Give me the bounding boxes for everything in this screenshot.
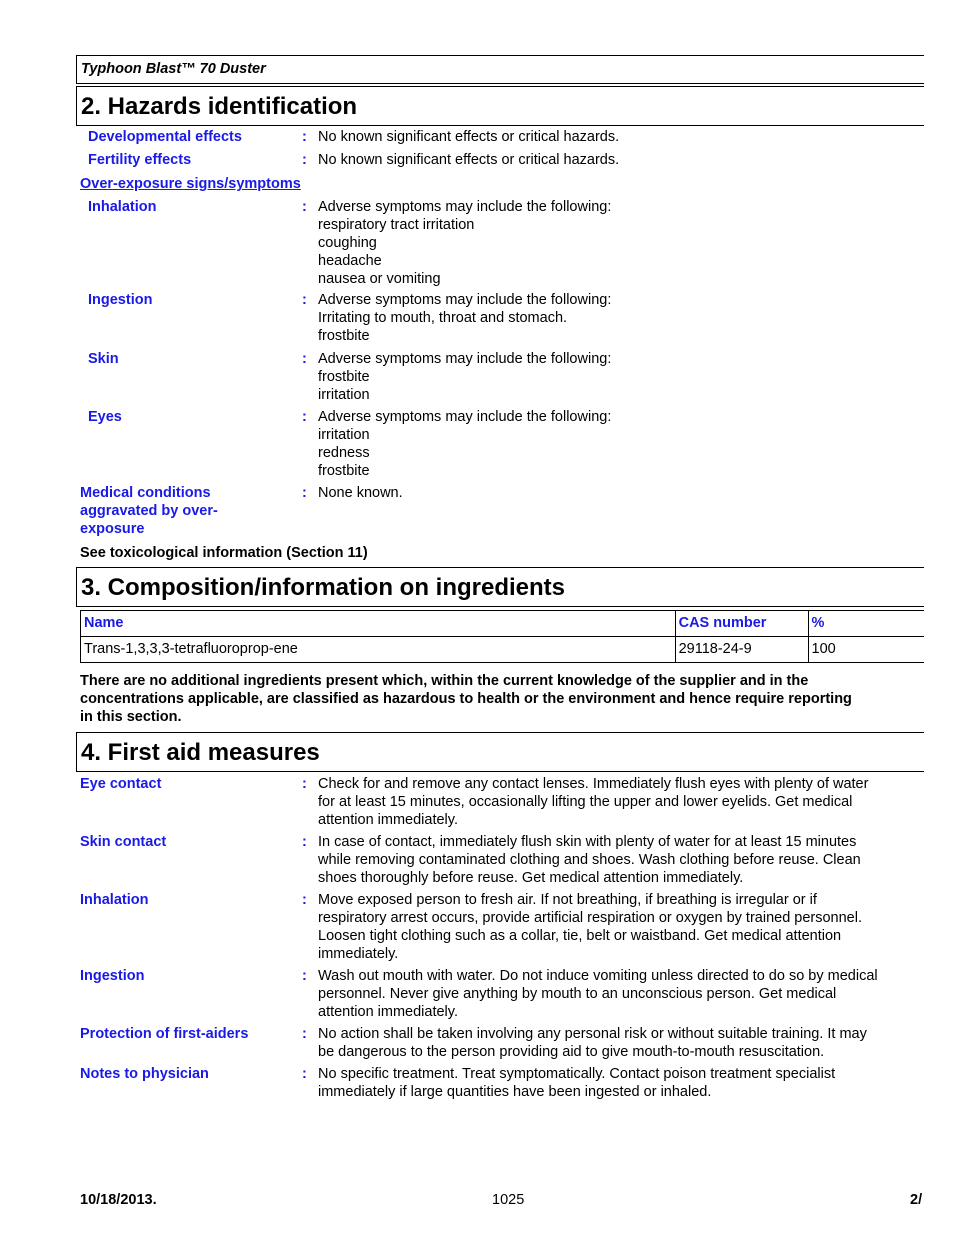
eye-contact-value: Check for and remove any contact lenses. Immediately flush eyes with plenty of water for at least 15 minutes, occasionally lifting the upper and lower eyelids. Get medical attention immediately. — [318, 776, 869, 828]
notes-to-physician-label: Notes to physician — [80, 1066, 209, 1082]
section-2-header — [76, 86, 924, 126]
colon: : — [302, 1066, 307, 1082]
ingredient-name: Trans-1,3,3,3-tetrafluoroprop-ene — [81, 637, 676, 663]
colon: : — [302, 351, 307, 367]
section-3-title: 3. Composition/information on ingredients — [81, 574, 565, 601]
skin-contact-label: Skin contact — [80, 834, 167, 850]
developmental-effects-label: Developmental effects — [88, 129, 242, 145]
product-name: Typhoon Blast™ 70 Duster — [81, 61, 266, 77]
notes-to-physician-value: No specific treatment. Treat symptomatically. Contact poison treatment specialist immediately if large quantities have been ingested or inhaled. — [318, 1066, 836, 1100]
colon: : — [302, 834, 307, 850]
skin-contact-value: In case of contact, immediately flush skin with plenty of water for at least 15 minutes while removing contaminated clothing and shoes. Wash clothing before reuse. Clean shoes thoroughly before reuse. Get medical attention immediately. — [318, 834, 861, 886]
ingredients-table — [80, 610, 924, 663]
protection-first-aiders-value: No action shall be taken involving any personal risk or without suitable training. It may be dangerous to the person providing aid to give mouth-to-mouth resuscitation. — [318, 1026, 867, 1060]
ingredient-percent: 100 — [808, 637, 924, 663]
colon: : — [302, 892, 307, 908]
see-toxicological-note: See toxicological information (Section 11) — [80, 545, 368, 561]
section-4-title: 4. First aid measures — [81, 739, 320, 766]
overexposure-heading-link[interactable]: Over-exposure signs/symptoms — [80, 176, 301, 192]
ingestion-symptoms-value: Adverse symptoms may include the following: Irritating to mouth, throat and stomach. frostbite — [318, 292, 612, 344]
ingestion-symptoms-label: Ingestion — [88, 292, 153, 308]
eye-contact-label: Eye contact — [80, 776, 162, 792]
column-header-name: Name — [81, 611, 676, 637]
medical-conditions-label: Medical conditions aggravated by over- exposure — [80, 485, 218, 537]
column-header-percent: % — [808, 611, 924, 637]
section-4-header — [76, 732, 924, 772]
footer-code: 1025 — [492, 1192, 525, 1208]
section-2-title: 2. Hazards identification — [81, 93, 358, 120]
colon: : — [302, 776, 307, 792]
colon: : — [302, 409, 307, 425]
developmental-effects-value: No known significant effects or critical hazards. — [318, 129, 620, 145]
inhalation-aid-label: Inhalation — [80, 892, 149, 908]
inhalation-symptoms-value: Adverse symptoms may include the following: respiratory tract irritation coughing headache nausea or vomiting — [318, 199, 612, 287]
eyes-symptoms-value: Adverse symptoms may include the following: irritation redness frostbite — [318, 409, 612, 479]
colon: : — [302, 199, 307, 215]
composition-note: There are no additional ingredients present which, within the current knowledge of the supplier and in the concentrations applicable, are classified as hazardous to health or the environment and hence require reporting in this section. — [80, 673, 852, 725]
ingestion-aid-value: Wash out mouth with water. Do not induce vomiting unless directed to do so by medical personnel. Never give anything by mouth to an unconscious person. Get medical attention immediately. — [318, 968, 878, 1020]
skin-symptoms-label: Skin — [88, 351, 119, 367]
colon: : — [302, 968, 307, 984]
medical-conditions-value: None known. — [318, 485, 403, 501]
table-header-row — [81, 611, 925, 637]
footer-page-number: 2/ — [910, 1192, 923, 1208]
column-header-cas: CAS number — [675, 611, 808, 637]
colon: : — [302, 152, 307, 168]
skin-symptoms-value: Adverse symptoms may include the following: frostbite irritation — [318, 351, 612, 403]
inhalation-symptoms-label: Inhalation — [88, 199, 157, 215]
ingestion-aid-label: Ingestion — [80, 968, 145, 984]
colon: : — [302, 292, 307, 308]
colon: : — [302, 129, 307, 145]
table-row — [81, 637, 925, 663]
footer-date: 10/18/2013. — [80, 1192, 157, 1208]
section-3-header — [76, 567, 924, 607]
colon: : — [302, 485, 307, 501]
product-header-bar — [76, 55, 924, 84]
colon: : — [302, 1026, 307, 1042]
fertility-effects-label: Fertility effects — [88, 152, 192, 168]
fertility-effects-value: No known significant effects or critical hazards. — [318, 152, 620, 168]
eyes-symptoms-label: Eyes — [88, 409, 122, 425]
inhalation-aid-value: Move exposed person to fresh air. If not breathing, if breathing is irregular or if respiratory arrest occurs, provide artificial respiration or oxygen by trained personnel. Loosen tight clothing such as a collar, tie, belt or waistband. Get medical attention immediately. — [318, 892, 862, 962]
ingredient-cas: 29118-24-9 — [675, 637, 808, 663]
protection-first-aiders-label: Protection of first-aiders — [80, 1026, 249, 1042]
